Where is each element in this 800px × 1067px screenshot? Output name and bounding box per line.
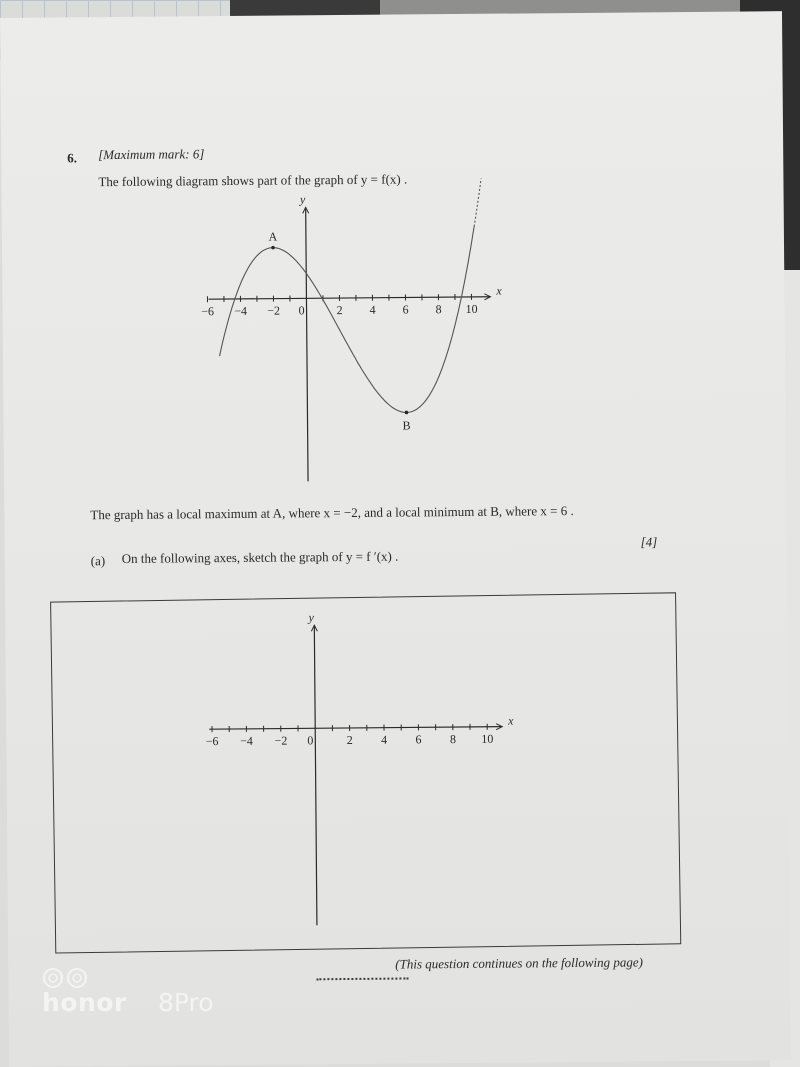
y-axis-label: y (308, 610, 314, 625)
x-tick-label: −2 (274, 733, 288, 748)
blank-axes (205, 609, 516, 927)
part-a-label: (a) (90, 553, 106, 569)
graph-f-prime-axes (0, 11, 791, 1067)
x-tick-label: −6 (201, 304, 215, 319)
x-axis-label: x (496, 283, 502, 298)
part-a-marks: [4] (640, 534, 658, 550)
y-axis (314, 625, 317, 925)
point-a-label: A (268, 229, 278, 244)
x-axis (209, 727, 502, 730)
x-tick-label: 10 (465, 301, 478, 316)
graph-description: The graph has a local maximum at A, where x = −2, and a local minimum at B, where x = 6 . (90, 503, 574, 523)
question-number: 6. (67, 150, 78, 166)
watermark-brand: honor (42, 988, 127, 1017)
x-tick-label: 0 (298, 303, 305, 318)
x-tick-label: 4 (369, 302, 376, 317)
x-tick-label: 4 (381, 732, 388, 747)
part-a-text: On the following axes, sketch the graph of y = f ′(x) . (121, 548, 399, 566)
x-axis-label: x (508, 713, 514, 728)
point-b-label: B (402, 418, 411, 433)
continues-note: (This question continues on the following page) (395, 954, 644, 972)
x-tick-label: −4 (240, 733, 253, 748)
x-tick-label: 2 (336, 303, 343, 318)
x-tick-label: −4 (234, 303, 248, 318)
x-tick-label: 6 (415, 732, 422, 747)
x-tick-label: 10 (481, 731, 494, 746)
x-tick-label: −2 (267, 303, 281, 318)
exam-page (0, 11, 791, 1067)
watermark-model: 8Pro (158, 988, 214, 1017)
y-axis-label: y (299, 192, 306, 207)
x-tick-label: −6 (205, 734, 219, 749)
question-intro: The following diagram shows part of the graph of y = f(x) . (98, 171, 408, 190)
x-tick-label: 2 (346, 732, 353, 748)
x-tick-label: 8 (449, 732, 456, 747)
max-mark: [Maximum mark: 6] (98, 146, 205, 163)
x-tick-label: 8 (435, 302, 442, 317)
x-tick-label: 0 (307, 733, 314, 748)
rings-icon (42, 966, 94, 990)
x-tick-label: 6 (402, 302, 409, 317)
